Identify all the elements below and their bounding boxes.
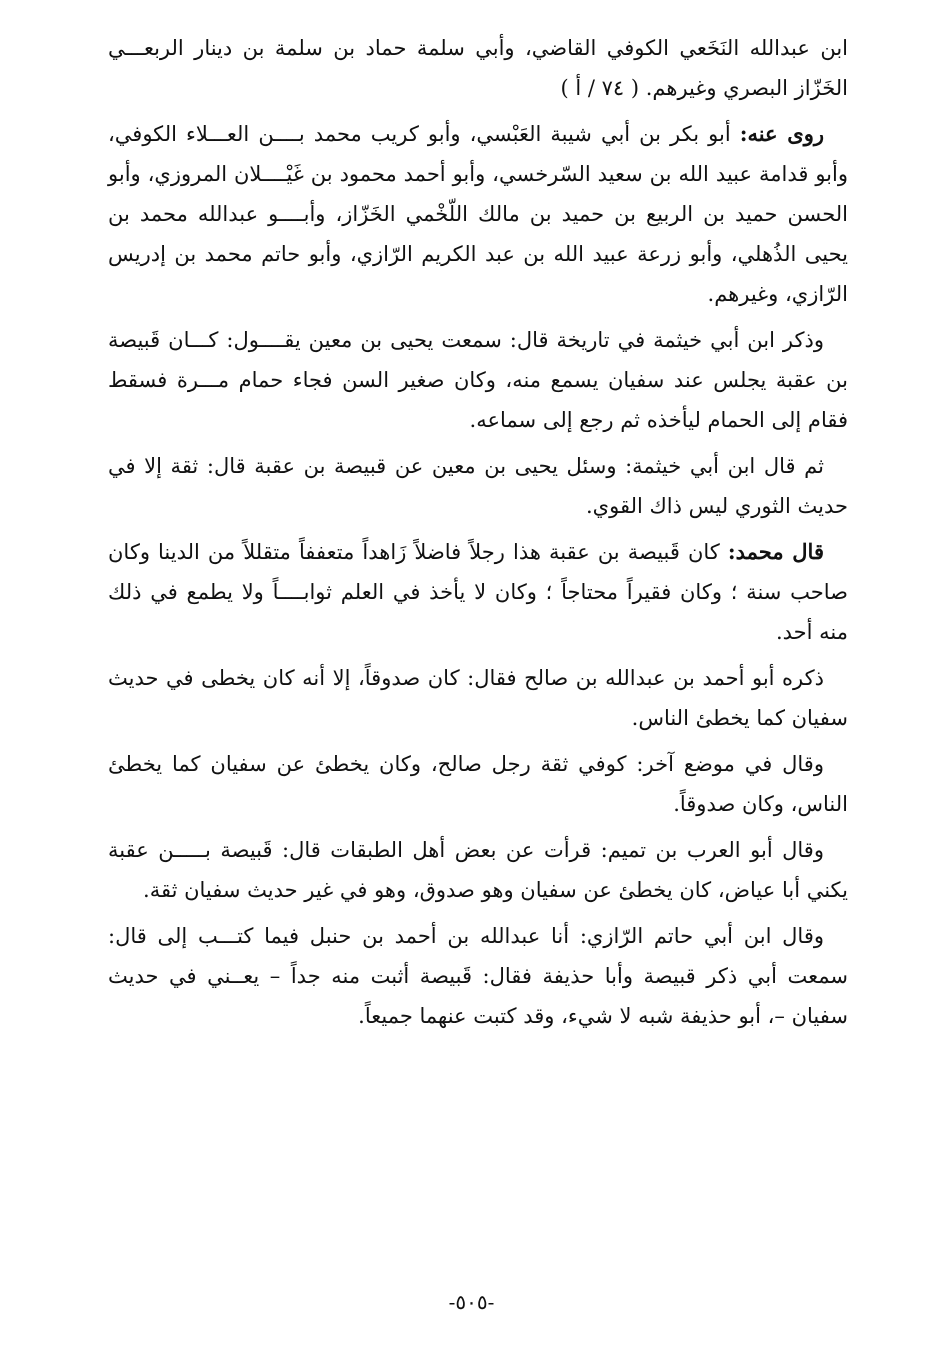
paragraph-text: وقال في موضع آخر: كوفي ثقة رجل صالح، وكان يخطئ عن سفيان كما يخطئ الناس، وكان صدوقاً. <box>108 752 848 816</box>
paragraph-text: أبو بكر بن أبي شيبة العَبْسي، وأبو كريب محمد بــــن العـــلاء الكوفي، وأبو قدامة عبيد الله بن سعيد السّرخسي، وأبو أحمد محمود بن غَيْــــلان المروزي، وأبو الحسن حميد بن الربيع بن حميد بن مالك اللّخْمي الخَزّاز، وأبــــو عبدالله محمد بن يحيى الذُهلي، وأبو زرعة عبيد الله بن عبد الكريم الرّازي، وأبو حاتم محمد بن إدريس الرّازي، وغيرهم. <box>108 122 848 306</box>
paragraph-text: ذكره أبو أحمد بن عبدالله بن صالح فقال: كان صدوقاً، إلا أنه كان يخطى في حديث سفيان كما يخطئ الناس. <box>108 666 848 730</box>
paragraph-1 <box>108 28 848 108</box>
paragraph-text: وذكر ابن أبي خيثمة في تاريخة قال: سمعت يحيى بن معين يقــــول: كـــان قَبيصة بن عقبة يجلس عند سفيان يسمع منه، وكان صغير السن فجاء حمام مـــرة فسقط فقام إلى الحمام ليأخذه ثم رجع إلى سماعه. <box>108 328 848 432</box>
paragraph-text: كان قَبيصة بن عقبة هذا رجلاً فاضلاً زَاهداً متعففاً متقللاً من الدينا وكان صاحب سنة ؛ وكان فقيراً محتاجاً ؛ وكان لا يأخذ في العلم ثوابــــاً ولا يطمع في ذلك منه أحد. <box>108 540 848 644</box>
paragraph-4 <box>108 446 848 526</box>
paragraph-text: وقال أبو العرب بن تميم: قرأت عن بعض أهل الطبقات قال: قَبيصة بـــــن عقبة يكني أبا عياض، كان يخطئ عن سفيان وهو صدوق، وهو في غير حديث سفيان ثقة. <box>108 838 848 902</box>
page-number: -٥٠٥- <box>448 1290 495 1314</box>
paragraph-text: ابن عبدالله النَخَعي الكوفي القاضي، وأبي سلمة حماد بن سلمة بن دينار الربعـــي الخَزّاز البصري وغيرهم. ( ٧٤ / أ ) <box>108 36 848 100</box>
page-body <box>108 28 848 1042</box>
paragraph-5 <box>108 532 848 652</box>
paragraph-6 <box>108 658 848 738</box>
paragraph-lead: روى عنه: <box>739 121 824 146</box>
paragraph-text: وقال ابن أبي حاتم الرّازي: أنا عبدالله بن أحمد بن حنبل فيما كتـــب إلى قال: سمعت أبي ذكر قبيصة وأبا حذيفة فقال: قَبيصة أثبت منه جداً – يعــني في حديث سفيان –، أبو حذيفة شبه لا شيء، وقد كتبت عنهما جميعاً. <box>108 924 848 1028</box>
paragraph-9 <box>108 916 848 1036</box>
paragraph-3 <box>108 320 848 440</box>
paragraph-2 <box>108 114 848 314</box>
paragraph-8 <box>108 830 848 910</box>
paragraph-7 <box>108 744 848 824</box>
paragraph-lead: قال محمد: <box>727 539 824 564</box>
paragraph-text: ثم قال ابن أبي خيثمة: وسئل يحيى بن معين عن قبيصة بن عقبة قال: ثقة إلا في حديث الثوري ليس ذاك القوي. <box>108 454 848 518</box>
